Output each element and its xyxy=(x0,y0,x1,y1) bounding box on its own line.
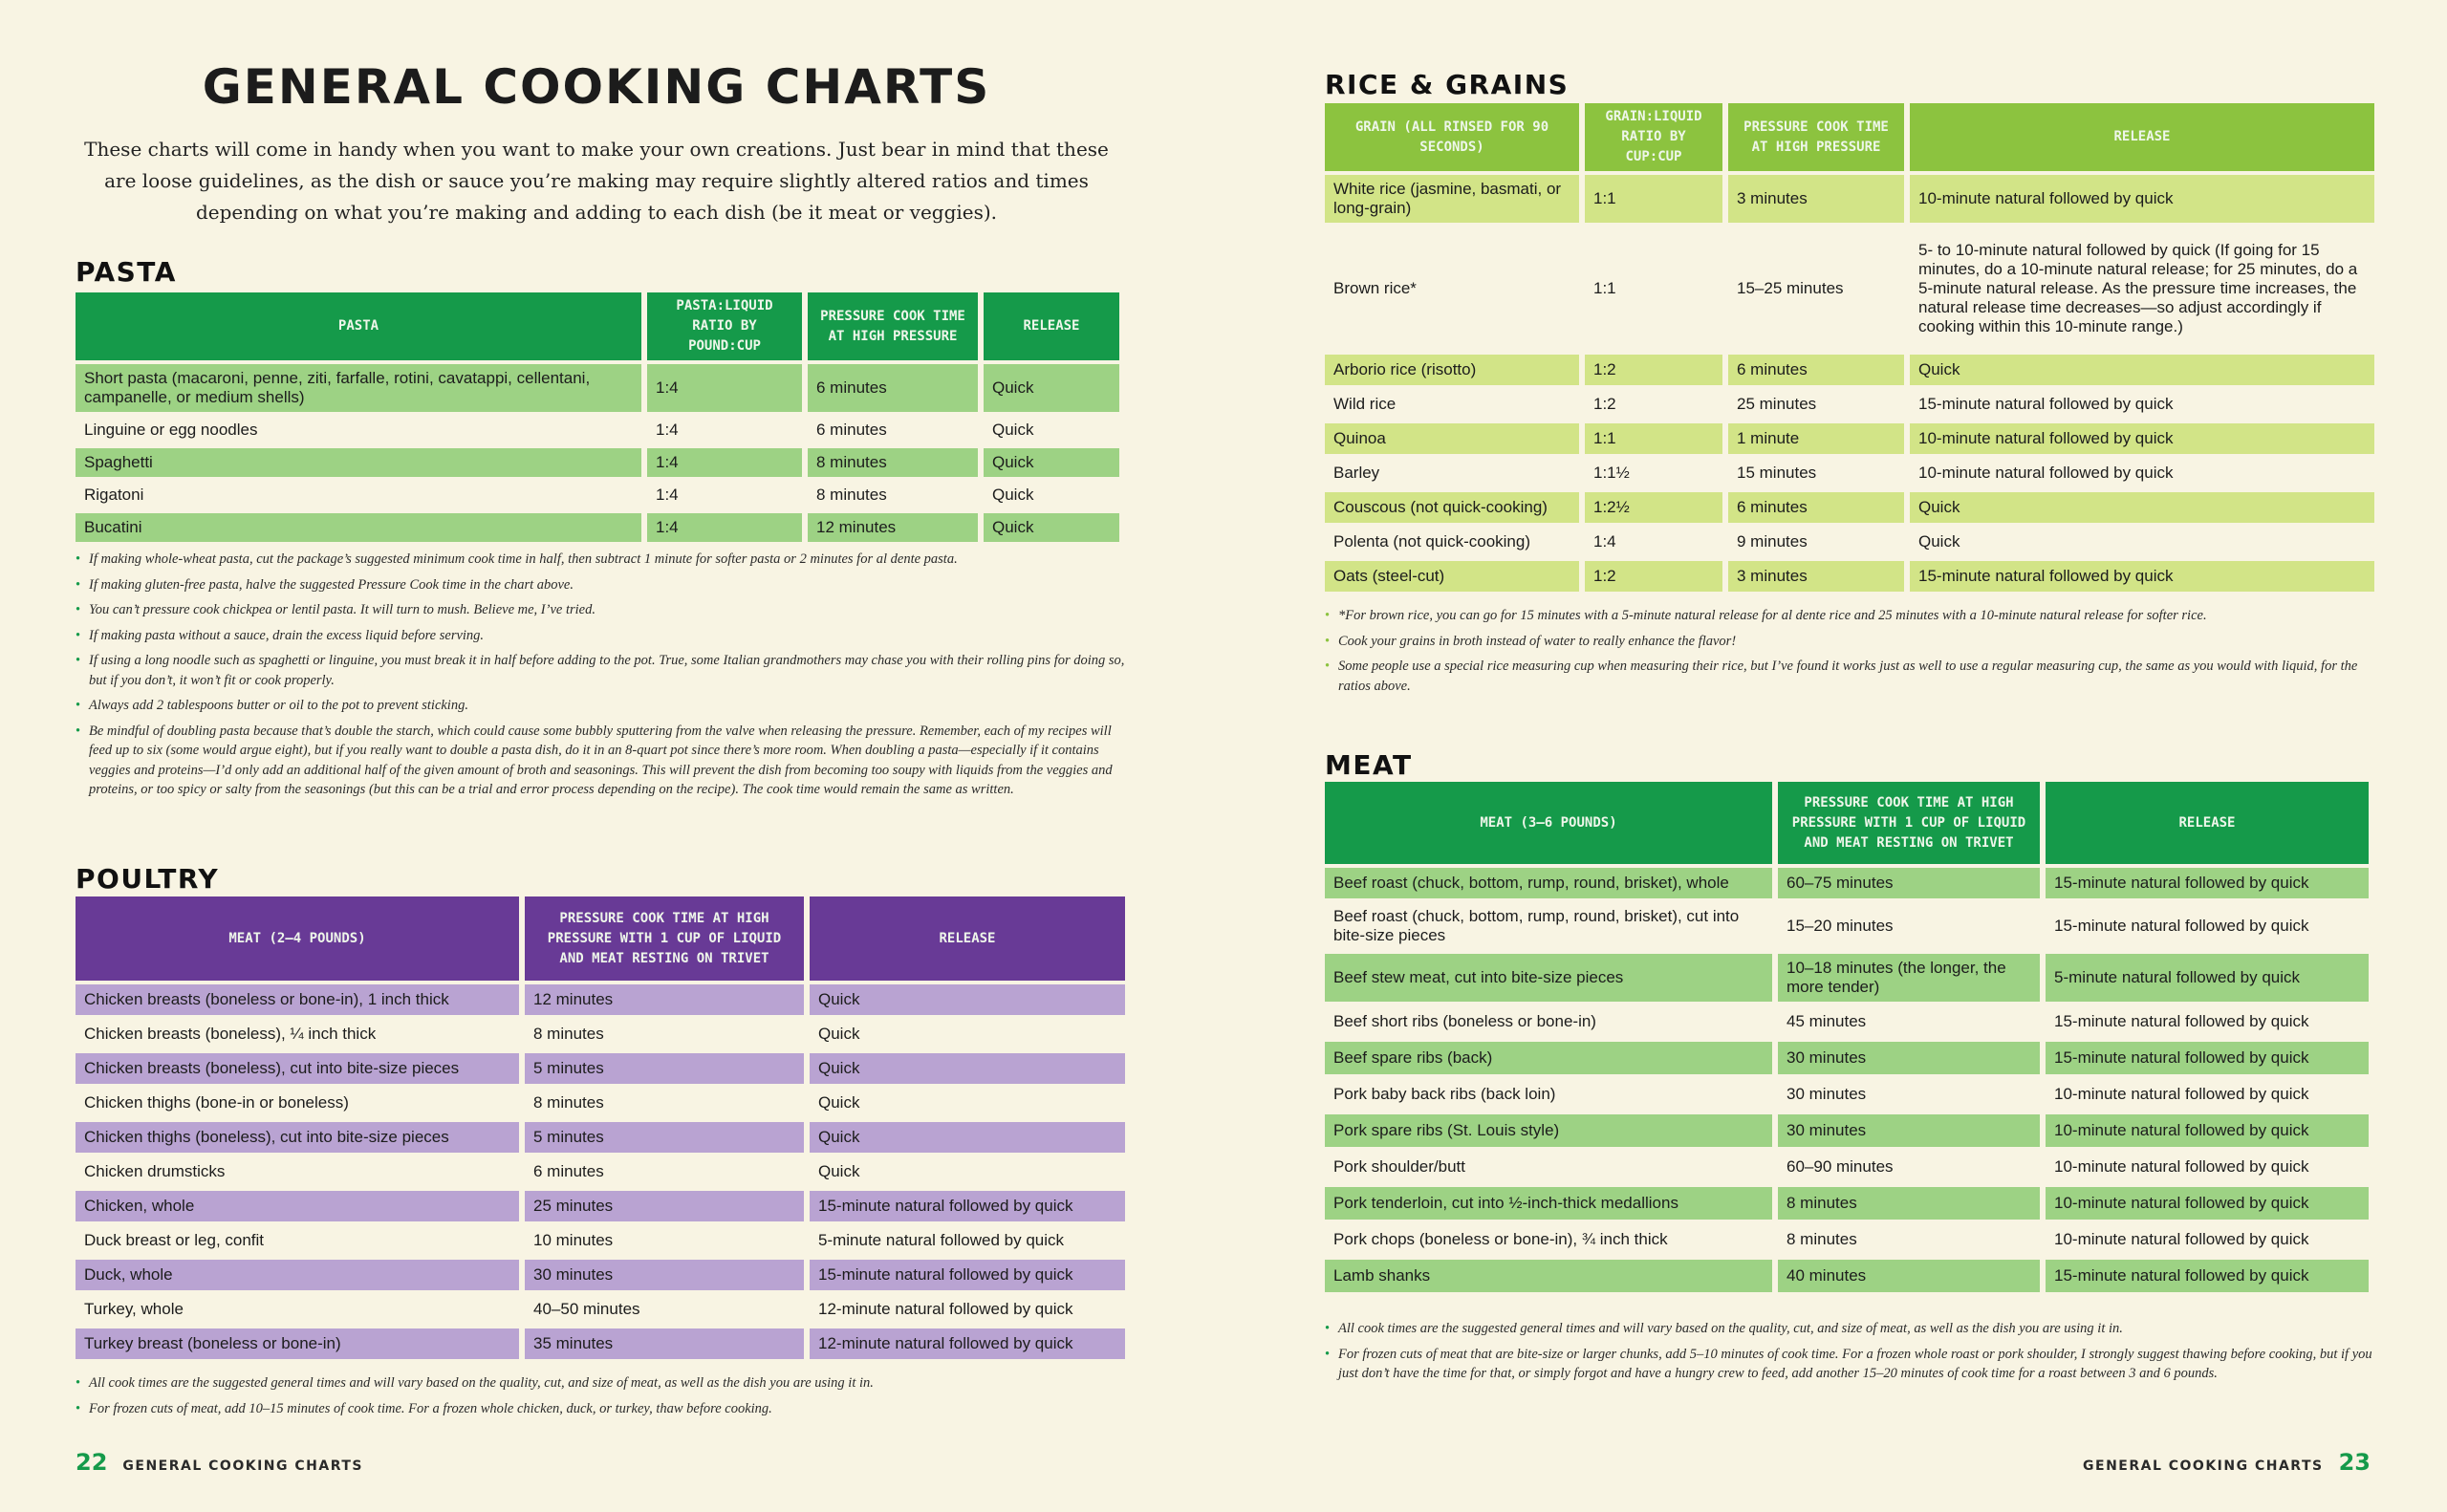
poultry-cell: 40–50 minutes xyxy=(533,1300,640,1318)
poultry-cell: 15-minute natural followed by quick xyxy=(810,1191,1125,1221)
pasta-cell: 1:4 xyxy=(656,486,679,504)
poultry-note: • All cook times are the suggested general times and will vary based on the quality, cut, and size of meat, as well as the dish you are using it in. xyxy=(76,1373,1127,1393)
pasta-note: • If using a long noodle such as spaghetti or linguine, you must break it in half before adding to the pot. True, some Italian grandmothers may chase you with their rolling pins for doing so, but if you don’t, it won’t fit or cook properly. xyxy=(76,651,1127,690)
rice-cell: 25 minutes xyxy=(1737,395,1817,413)
poultry-cell: 25 minutes xyxy=(525,1191,804,1221)
rice-header-cell: PRESSURE COOK TIME AT HIGH PRESSURE xyxy=(1728,103,1904,171)
poultry-note: • For frozen cuts of meat, add 10–15 minutes of cook time. For a frozen whole chicken, duck, or turkey, thaw before cooking. xyxy=(76,1399,1127,1419)
rice-row xyxy=(1325,527,2374,557)
pasta-cell: 12 minutes xyxy=(808,513,978,542)
pasta-cell: 8 minutes xyxy=(816,486,887,504)
poultry-cell: Turkey, whole xyxy=(84,1300,184,1318)
rice-cell: Barley xyxy=(1333,464,1380,482)
meat-cell: 60–75 minutes xyxy=(1778,868,2040,898)
pasta-row xyxy=(76,513,1119,542)
rice-cell: 10-minute natural followed by quick xyxy=(1918,464,2174,482)
poultry-cell: Quick xyxy=(810,984,1125,1015)
pasta-header-cell: PASTA xyxy=(76,292,641,360)
rice-header-cell: GRAIN (ALL RINSED FOR 90 SECONDS) xyxy=(1325,103,1579,171)
meat-row xyxy=(1325,1151,2369,1183)
pasta-cell: 6 minutes xyxy=(808,364,978,412)
pasta-note: • If making whole-wheat pasta, cut the package’s suggested minimum cook time in half, then subtract 1 minute for softer pasta or 2 minutes for al dente pasta. xyxy=(76,550,1127,570)
poultry-row xyxy=(76,1328,1125,1359)
poultry-header-row xyxy=(76,896,1125,981)
rice-row xyxy=(1325,492,2374,523)
pasta-cell: Short pasta (macaroni, penne, ziti, farfalle, rotini, cavatappi, cellentani, campanelle, or medium shells) xyxy=(76,364,641,412)
pasta-cell: Linguine or egg noodles xyxy=(84,421,258,439)
meat-cell: Pork tenderloin, cut into ½-inch-thick medallions xyxy=(1325,1187,1772,1220)
meat-table xyxy=(1319,778,2374,1296)
pasta-notes xyxy=(76,550,1127,806)
footer-left xyxy=(76,1449,363,1476)
poultry-row xyxy=(76,1294,1125,1325)
meat-row xyxy=(1325,902,2369,950)
meat-header-row xyxy=(1325,782,2369,864)
meat-cell: 30 minutes xyxy=(1778,1042,2040,1074)
rice-cell: 9 minutes xyxy=(1737,532,1808,551)
rice-cell: 1:4 xyxy=(1593,532,1616,551)
poultry-cell: 15-minute natural followed by quick xyxy=(810,1260,1125,1290)
poultry-cell: Chicken thighs (bone-in or boneless) xyxy=(84,1093,349,1112)
rice-cell: 1:1 xyxy=(1585,175,1722,223)
rice-notes xyxy=(1325,606,2376,702)
meat-row xyxy=(1325,868,2369,898)
meat-cell: Lamb shanks xyxy=(1325,1260,1772,1292)
poultry-cell: Chicken breasts (boneless), cut into bite-size pieces xyxy=(76,1053,519,1084)
rice-cell: 6 minutes xyxy=(1728,492,1904,523)
rice-row xyxy=(1325,561,2374,592)
rice-cell: Quinoa xyxy=(1325,423,1579,454)
rice-cell: 1:1 xyxy=(1585,423,1722,454)
rice-row xyxy=(1325,355,2374,385)
poultry-row xyxy=(76,1260,1125,1290)
rice-cell: Oats (steel-cut) xyxy=(1325,561,1579,592)
pasta-note: • Always add 2 tablespoons butter or oil to the pot to prevent sticking. xyxy=(76,696,1127,716)
poultry-row xyxy=(76,1019,1125,1049)
meat-row xyxy=(1325,1005,2369,1038)
running-head: GENERAL COOKING CHARTS xyxy=(2083,1458,2324,1474)
poultry-cell: 35 minutes xyxy=(525,1328,804,1359)
meat-header-cell: PRESSURE COOK TIME AT HIGH PRESSURE WITH 1 CUP OF LIQUID AND MEAT RESTING ON TRIVET xyxy=(1778,782,2040,864)
meat-cell: 15-minute natural followed by quick xyxy=(2046,1042,2369,1074)
poultry-header-cell: PRESSURE COOK TIME AT HIGH PRESSURE WITH 1 CUP OF LIQUID AND MEAT RESTING ON TRIVET xyxy=(525,896,804,981)
poultry-row xyxy=(76,1156,1125,1187)
pasta-note: • If making gluten-free pasta, halve the suggested Pressure Cook time in the chart above. xyxy=(76,575,1127,595)
poultry-row xyxy=(76,984,1125,1015)
meat-cell: Beef roast (chuck, bottom, rump, round, brisket), cut into bite-size pieces xyxy=(1333,907,1740,944)
page-number: 23 xyxy=(2338,1449,2371,1476)
poultry-cell: Quick xyxy=(810,1122,1125,1153)
poultry-cell: 5-minute natural followed by quick xyxy=(818,1231,1065,1249)
meat-row xyxy=(1325,1187,2369,1220)
rice-cell: Quick xyxy=(1910,492,2374,523)
meat-note: • All cook times are the suggested general times and will vary based on the quality, cut, and size of meat, as well as the dish you are using it in. xyxy=(1325,1319,2376,1339)
poultry-cell: 5 minutes xyxy=(525,1122,804,1153)
pasta-cell: 1:4 xyxy=(647,448,802,477)
pasta-cell: Quick xyxy=(992,486,1034,504)
meat-cell: 45 minutes xyxy=(1787,1012,1867,1030)
meat-cell: 15-minute natural followed by quick xyxy=(2046,1260,2369,1292)
poultry-cell: Quick xyxy=(818,1162,860,1180)
poultry-cell: Chicken drumsticks xyxy=(84,1162,226,1180)
meat-cell: 8 minutes xyxy=(1787,1230,1857,1248)
rice-cell: White rice (jasmine, basmati, or long-grain) xyxy=(1325,175,1579,223)
poultry-row xyxy=(76,1191,1125,1221)
meat-notes xyxy=(1325,1319,2376,1390)
meat-cell: Pork spare ribs (St. Louis style) xyxy=(1325,1114,1772,1147)
poultry-cell: Chicken, whole xyxy=(76,1191,519,1221)
rice-cell: 1:2 xyxy=(1593,395,1616,413)
poultry-cell: Quick xyxy=(810,1053,1125,1084)
meat-row xyxy=(1325,1260,2369,1292)
poultry-cell: 12-minute natural followed by quick xyxy=(810,1328,1125,1359)
rice-cell: Arborio rice (risotto) xyxy=(1325,355,1579,385)
poultry-cell: Quick xyxy=(818,1093,860,1112)
pasta-cell: Quick xyxy=(992,421,1034,439)
rice-row xyxy=(1325,423,2374,454)
pasta-table xyxy=(70,289,1125,546)
pasta-note: • You can’t pressure cook chickpea or lentil pasta. It will turn to mush. Believe me, I’ve tried. xyxy=(76,600,1127,620)
rice-cell: 1:2 xyxy=(1585,355,1722,385)
poultry-cell: Chicken thighs (boneless), cut into bite-size pieces xyxy=(76,1122,519,1153)
pasta-header-cell: PRESSURE COOK TIME AT HIGH PRESSURE xyxy=(808,292,978,360)
poultry-cell: 12 minutes xyxy=(525,984,804,1015)
pasta-cell: Rigatoni xyxy=(84,486,144,504)
rice-cell: 1:2 xyxy=(1585,561,1722,592)
running-head: GENERAL COOKING CHARTS xyxy=(122,1458,363,1474)
rice-cell: 1:1 xyxy=(1593,279,1616,297)
pasta-cell: Spaghetti xyxy=(76,448,641,477)
meat-cell: 8 minutes xyxy=(1778,1187,2040,1220)
rice-cell: Polenta (not quick-cooking) xyxy=(1333,532,1531,551)
rice-row xyxy=(1325,175,2374,223)
rice-header-cell: GRAIN:LIQUID RATIO BY CUP:CUP xyxy=(1585,103,1722,171)
rice-table xyxy=(1319,99,2380,595)
poultry-row xyxy=(76,1088,1125,1118)
page-number: 22 xyxy=(76,1449,108,1476)
footer-right xyxy=(2083,1449,2371,1476)
rice-cell: Couscous (not quick-cooking) xyxy=(1325,492,1579,523)
rice-row xyxy=(1325,389,2374,420)
intro-text: These charts will come in handy when you want to make your own creations. Just bear in mind that these are loose guidelines, as the dish or sauce you’re making may require slightly altered ratios and times depending on what you’re making and adding to each dish (be it meat or veggies). xyxy=(84,138,1109,224)
meat-cell: Pork baby back ribs (back loin) xyxy=(1333,1085,1556,1103)
poultry-cell: 8 minutes xyxy=(533,1093,604,1112)
pasta-note: • If making pasta without a sauce, drain the excess liquid before serving. xyxy=(76,626,1127,646)
rice-cell: 5- to 10-minute natural followed by quick (If going for 15 minutes, do a 10-minute natural release; for 25 minutes, do a 5-minute natural release. As the pressure time increases, the natural release time decreases—so adjust accordingly if cooking within this 10-minute range.) xyxy=(1918,241,2358,335)
rice-cell: 1:1½ xyxy=(1593,464,1630,482)
pasta-cell: 8 minutes xyxy=(808,448,978,477)
poultry-cell: Chicken breasts (boneless or bone-in), 1 inch thick xyxy=(76,984,519,1015)
rice-header-cell: RELEASE xyxy=(1910,103,2374,171)
meat-row xyxy=(1325,1078,2369,1111)
rice-note: • Cook your grains in broth instead of water to really enhance the flavor! xyxy=(1325,632,2376,652)
meat-cell: 15-minute natural followed by quick xyxy=(2046,868,2369,898)
meat-cell: 10-minute natural followed by quick xyxy=(2054,1230,2309,1248)
rice-note: • *For brown rice, you can go for 15 minutes with a 5-minute natural release for al dente rice and 25 minutes with a 10-minute natural release for softer rice. xyxy=(1325,606,2376,626)
rice-cell: 1:2½ xyxy=(1585,492,1722,523)
meat-cell: 10-minute natural followed by quick xyxy=(2046,1187,2369,1220)
poultry-cell: 12-minute natural followed by quick xyxy=(818,1300,1073,1318)
rice-cell: Brown rice* xyxy=(1333,279,1417,297)
poultry-header-cell: MEAT (2–4 POUNDS) xyxy=(76,896,519,981)
poultry-cell: 8 minutes xyxy=(533,1025,604,1043)
pasta-cell: 1:4 xyxy=(647,364,802,412)
pasta-cell: Quick xyxy=(984,364,1119,412)
poultry-title: POULTRY xyxy=(76,863,220,895)
poultry-cell: Quick xyxy=(818,1025,860,1043)
meat-cell: 30 minutes xyxy=(1787,1085,1867,1103)
meat-cell: Pork shoulder/butt xyxy=(1333,1157,1465,1176)
poultry-cell: 5 minutes xyxy=(525,1053,804,1084)
meat-header-cell: MEAT (3–6 POUNDS) xyxy=(1325,782,1772,864)
rice-row xyxy=(1325,227,2374,351)
pasta-header-cell: PASTA:LIQUID RATIO BY POUND:CUP xyxy=(647,292,802,360)
meat-cell: 10-minute natural followed by quick xyxy=(2054,1085,2309,1103)
meat-cell: Beef stew meat, cut into bite-size pieces xyxy=(1325,954,1772,1002)
meat-cell: 15–20 minutes xyxy=(1787,917,1894,935)
meat-row xyxy=(1325,954,2369,1002)
meat-cell: Beef short ribs (boneless or bone-in) xyxy=(1333,1012,1596,1030)
page-title: GENERAL COOKING CHARTS xyxy=(202,59,991,115)
pasta-cell: Bucatini xyxy=(76,513,641,542)
poultry-row xyxy=(76,1225,1125,1256)
rice-cell: Quick xyxy=(1910,355,2374,385)
poultry-cell: Duck, whole xyxy=(76,1260,519,1290)
meat-row xyxy=(1325,1042,2369,1074)
meat-title: MEAT xyxy=(1325,749,1413,781)
meat-cell: Pork chops (boneless or bone-in), ¾ inch thick xyxy=(1333,1230,1668,1248)
meat-cell: 60–90 minutes xyxy=(1787,1157,1894,1176)
pasta-row xyxy=(76,481,1119,509)
rice-cell: 3 minutes xyxy=(1728,561,1904,592)
pasta-row xyxy=(76,448,1119,477)
poultry-notes xyxy=(76,1373,1127,1424)
poultry-cell: Turkey breast (boneless or bone-in) xyxy=(76,1328,519,1359)
poultry-cell: 10 minutes xyxy=(533,1231,614,1249)
pasta-cell: 6 minutes xyxy=(816,421,887,439)
pasta-title: PASTA xyxy=(76,256,177,288)
meat-cell: 40 minutes xyxy=(1778,1260,2040,1292)
poultry-header-cell: RELEASE xyxy=(810,896,1125,981)
rice-cell: 15-minute natural followed by quick xyxy=(1918,395,2174,413)
rice-header-row xyxy=(1325,103,2374,171)
poultry-cell: 6 minutes xyxy=(533,1162,604,1180)
pasta-cell: 1:4 xyxy=(647,513,802,542)
rice-cell: 10-minute natural followed by quick xyxy=(1910,175,2374,223)
meat-cell: 5-minute natural followed by quick xyxy=(2046,954,2369,1002)
pasta-header-row xyxy=(76,292,1119,360)
rice-cell: Quick xyxy=(1918,532,1960,551)
rice-row xyxy=(1325,458,2374,488)
poultry-cell: 30 minutes xyxy=(525,1260,804,1290)
rice-note: • Some people use a special rice measuring cup when measuring their rice, but I’ve found it works just as well to use a regular measuring cup, the same as you would with liquid, for the ratios above. xyxy=(1325,657,2376,696)
rice-cell: 6 minutes xyxy=(1728,355,1904,385)
poultry-cell: Chicken breasts (boneless), ¼ inch thick xyxy=(84,1025,377,1043)
rice-cell: 10-minute natural followed by quick xyxy=(1910,423,2374,454)
rice-title: RICE & GRAINS xyxy=(1325,69,1570,100)
meat-cell: 10–18 minutes (the longer, the more tender) xyxy=(1778,954,2040,1002)
meat-row xyxy=(1325,1114,2369,1147)
pasta-note: • Be mindful of doubling pasta because that’s double the starch, which could cause some bubbly sputtering from the valve when releasing the pressure. Remember, each of my recipes will feed up to six (some would argue eight), but if you really want to double a pasta dish, do it in an 8-quart pot since there’s more room. When doubling a pasta—especially if it contains veggies and proteins—I’d only add an additional half of the given amount of broth and seasonings. This will prevent the dish from becoming too soupy with liquids from the veggies and proteins, or too spicy or salty from the seasonings (but this can be a trial and error process depending on the recipe). The cook time would remain the same as written. xyxy=(76,722,1127,800)
meat-header-cell: RELEASE xyxy=(2046,782,2369,864)
pasta-cell: Quick xyxy=(984,513,1119,542)
pasta-cell: 1:4 xyxy=(656,421,679,439)
meat-note: • For frozen cuts of meat that are bite-size or larger chunks, add 5–10 minutes of cook time. For a frozen whole roast or pork shoulder, I strongly suggest thawing before cooking, but if you just don’t have the time for that, or simply forgot and have a hungry crew to feed, add another 15–20 minutes of cook time for a roast between 3 and 6 pounds. xyxy=(1325,1345,2376,1384)
rice-cell: 15-minute natural followed by quick xyxy=(1910,561,2374,592)
pasta-cell: Quick xyxy=(984,448,1119,477)
meat-cell: 15-minute natural followed by quick xyxy=(2054,1012,2309,1030)
meat-cell: 10-minute natural followed by quick xyxy=(2054,1157,2309,1176)
meat-row xyxy=(1325,1223,2369,1256)
poultry-row xyxy=(76,1053,1125,1084)
meat-cell: Beef roast (chuck, bottom, rump, round, brisket), whole xyxy=(1325,868,1772,898)
rice-cell: 3 minutes xyxy=(1728,175,1904,223)
poultry-row xyxy=(76,1122,1125,1153)
rice-cell: 1 minute xyxy=(1728,423,1904,454)
poultry-table xyxy=(70,893,1131,1363)
meat-cell: 10-minute natural followed by quick xyxy=(2046,1114,2369,1147)
rice-cell: Wild rice xyxy=(1333,395,1397,413)
pasta-header-cell: RELEASE xyxy=(984,292,1119,360)
rice-cell: 15–25 minutes xyxy=(1737,279,1844,297)
meat-cell: 30 minutes xyxy=(1778,1114,2040,1147)
meat-cell: Beef spare ribs (back) xyxy=(1325,1042,1772,1074)
meat-cell: 15-minute natural followed by quick xyxy=(2054,917,2309,935)
pasta-row xyxy=(76,364,1119,412)
right-page xyxy=(1224,0,2447,1512)
rice-cell: 15 minutes xyxy=(1737,464,1817,482)
poultry-cell: Duck breast or leg, confit xyxy=(84,1231,265,1249)
pasta-row xyxy=(76,416,1119,444)
